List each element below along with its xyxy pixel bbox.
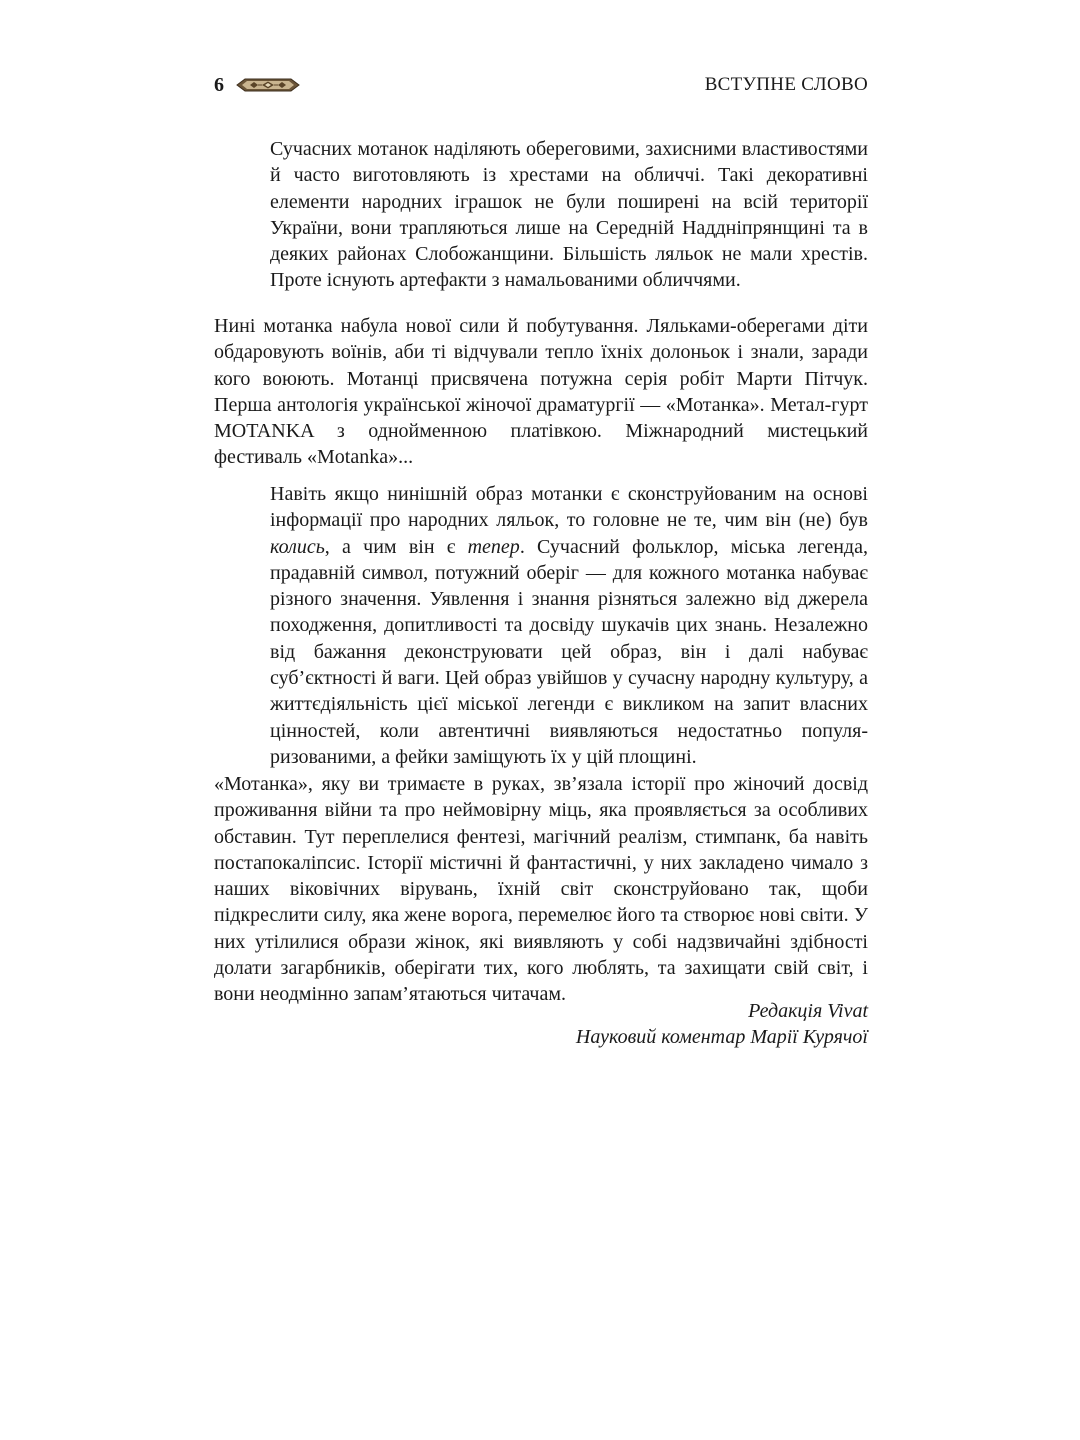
running-title: ВСТУПНЕ СЛОВО [704,74,868,95]
indented-quote-masks [270,136,868,294]
quote-text-part: , а чим він є [324,535,468,558]
emphasis-text: тепер [467,535,520,558]
body-paragraph-anthology [214,771,868,1008]
body-paragraph: Нині мотанка набула нової сили й побутування. Ляльками-оберегами діти обдаровують воїнів, аби ті відчували тепло їхніх долоньок і знали, заради кого воюють. Мотанці присвячена потужна серія робіт Марти Пітчук. Перша антологія української жіночої драматургії — «Мотанка». Метал-гурт MOTANKA з однойменною платівкою. Міжнародний мистецький фестиваль «Motanka»... [214,315,868,469]
signature-editorial: Редакція Vivat [748,1000,868,1022]
emphasis-text: колись [270,535,325,558]
quote-text-part: Навіть якщо нинішній образ мотанки є сконструйованим на основі інформації про народних ляльок, то головне не те, чим він (не) був [270,483,868,532]
signature-block [576,998,868,1050]
folk-ornament-icon [236,77,300,93]
page-number: 6 [214,74,224,96]
signature-commentary: Науковий коментар Марії Курячої [575,1026,868,1048]
indented-quote-modern-image [270,481,868,770]
quote-paragraph [270,481,868,770]
quote-text-part: . Сучасний фольклор, міська легенда, прадавній символ, потужний оберіг — для кожного мотанка набуває різного значення. Уявлення і знання різняться залежно від джерела походження, допитливості та досвіду шукачів цих знань. Незалежно від бажання деконструювати цей образ, він і далі набуває суб’єктності й ваги. Цей образ увійшов у сучасну народну культуру, а життєдіяльність цієї міської легенди є викликом на запит власних цінностей, коли автентичні виявляються недостатньо популяризованими, а фейки заміщують їх у цій площині. [270,535,868,768]
body-paragraph-revival [214,313,868,471]
body-paragraph: «Мотанка», яку ви тримаєте в руках, зв’язала історії про жіночий досвід проживання війни та про неймовірну міць, яка проявляється за особливих обставин. Тут переплелися фентезі, магічний реалізм, стимпанк, ба навіть постапокаліпсис. Історії містичні й фантастичні, у них закладено чимало з наших віковічних вірувань, їхній світ сконструйовано так, щоби підкреслити силу, яка жене ворога, перемелює його та створює нові світи. У них утілилися образи жінок, які виявляють у собі надзвичайні здібності долати загарбників, оберігати тих, кого люблять, та захищати свій світ, і вони неодмінно запам’ятаються читачам. [214,773,868,1006]
page-header [214,72,868,102]
quote-paragraph: Сучасних мотанок наділяють обереговими, захисними властивостями й часто виготовляють із хрестами на обличчі. Такі декоративні елементи народних іграшок не були поширені на всій території України, вони трапляються лише на Середній Наддніпрянщині та в деяких районах Слобожанщини. Більшість ляльок не мали хрестів. Проте існують артефакти з намальованими обличчями. [270,138,868,292]
